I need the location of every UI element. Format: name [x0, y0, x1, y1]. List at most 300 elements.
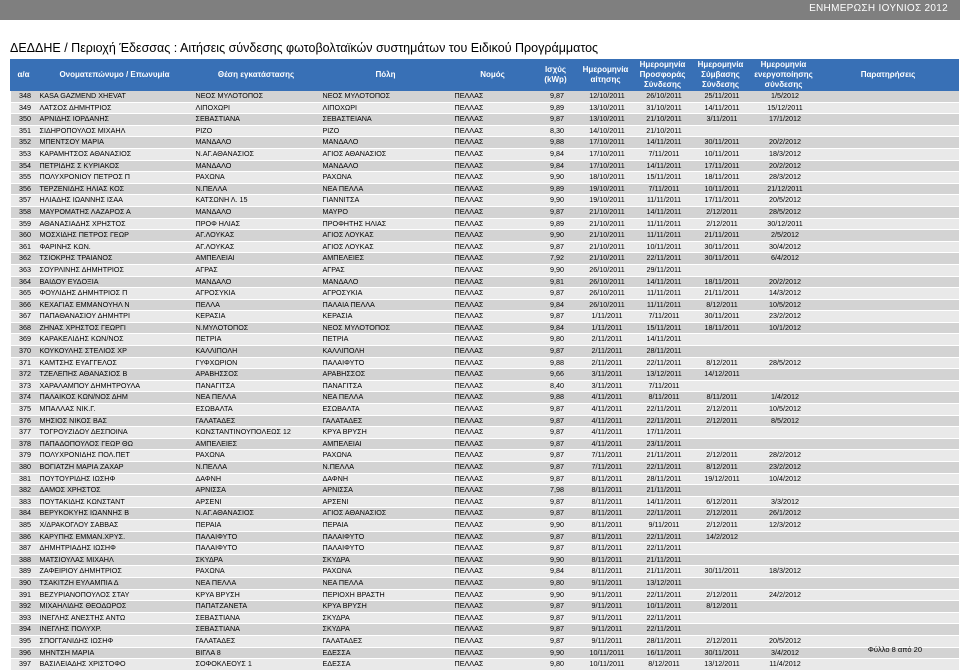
- cell-aa: 350: [11, 114, 37, 126]
- cell-contract-date: 6/12/2011: [692, 496, 750, 508]
- cell-application-date: 21/10/2011: [578, 206, 634, 218]
- cell-aa: 369: [11, 334, 37, 346]
- cell-application-date: 21/10/2011: [578, 218, 634, 230]
- cell-name: ΠΟΥΤΟΥΡΙΔΗΣ ΙΩΣΗΦ: [37, 473, 193, 485]
- cell-location: ΓΥΦΧΩΡΙΟΝ: [193, 357, 320, 369]
- cell-application-date: 8/11/2011: [578, 531, 634, 543]
- cell-location: Ν.ΜΥΛΟΤΟΠΟΣ: [193, 322, 320, 334]
- cell-activation-date: [750, 577, 818, 589]
- cell-contract-date: 30/11/2011: [692, 647, 750, 659]
- cell-application-date: 2/11/2011: [578, 334, 634, 346]
- table-row: [11, 473, 959, 485]
- cell-city: ΚΡΥΑ ΒΡΥΣΗ: [320, 427, 452, 439]
- cell-activation-date: 30/4/2012: [750, 241, 818, 253]
- cell-application-date: 9/11/2011: [578, 624, 634, 636]
- cell-power: 9,87: [534, 543, 578, 555]
- cell-name: ΚΑΡΑΜΗΤΣΟΣ ΑΘΑΝΑΣΙΟΣ: [37, 148, 193, 160]
- cell-aa: 372: [11, 369, 37, 381]
- cell-notes: [818, 531, 959, 543]
- cell-aa: 391: [11, 589, 37, 601]
- cell-name: ΖΑΦΕΙΡΙΟΥ ΔΗΜΗΤΡΙΟΣ: [37, 566, 193, 578]
- cell-contract-date: 8/12/2011: [692, 357, 750, 369]
- cell-contract-date: [692, 624, 750, 636]
- cell-application-date: 14/10/2011: [578, 125, 634, 137]
- cell-notes: [818, 496, 959, 508]
- cell-name: ΒΑΙΔΟΥ ΕΥΔΟΞΙΑ: [37, 276, 193, 288]
- cell-contract-date: 2/12/2011: [692, 218, 750, 230]
- cell-prefecture: ΠΕΛΛΑΣ: [452, 288, 534, 300]
- cell-power: 9,66: [534, 369, 578, 381]
- cell-notes: [818, 543, 959, 555]
- cell-offer-date: 7/11/2011: [634, 148, 692, 160]
- cell-application-date: 3/11/2011: [578, 380, 634, 392]
- cell-aa: 388: [11, 554, 37, 566]
- cell-location: ΑΓΡΑΣ: [193, 264, 320, 276]
- cell-name: ΒΟΓΙΑΤΖΗ ΜΑΡΙΑ ΖΑΧΑΡ: [37, 462, 193, 474]
- cell-name: ΤΣΑΚΙΤΖΗ ΕΥΛΑΜΠΙΑ Δ: [37, 577, 193, 589]
- cell-power: 9,87: [534, 91, 578, 103]
- cell-location: ΠΡΟΦ ΗΛΙΑΣ: [193, 218, 320, 230]
- cell-notes: [818, 357, 959, 369]
- cell-activation-date: 28/3/2012: [750, 172, 818, 184]
- cell-aa: 389: [11, 566, 37, 578]
- cell-location: ΝΕΟΣ ΜΥΛΟΤΟΠΟΣ: [193, 91, 320, 103]
- cell-name: ΙΝΕΓΛΗΣ ΠΟΛΥΧΡ.: [37, 624, 193, 636]
- cell-name: ΚΟΥΚΟΥΛΗΣ ΣΤΕΛΙΟΣ ΧΡ: [37, 346, 193, 358]
- table-row: [11, 195, 959, 207]
- cell-contract-date: 18/11/2011: [692, 322, 750, 334]
- cell-notes: [818, 346, 959, 358]
- cell-contract-date: 30/11/2011: [692, 253, 750, 265]
- table-row: [11, 415, 959, 427]
- cell-activation-date: 8/5/2012: [750, 415, 818, 427]
- cell-city: ΠΑΛΑΙΦΥΤΟ: [320, 357, 452, 369]
- cell-activation-date: 11/4/2012: [750, 659, 818, 671]
- cell-application-date: 1/11/2011: [578, 322, 634, 334]
- cell-location: ΚΑΛΛΙΠΟΛΗ: [193, 346, 320, 358]
- cell-name: ΣΟΥΡΛΙΝΗΣ ΔΗΜΗΤΡΙΟΣ: [37, 264, 193, 276]
- cell-contract-date: [692, 125, 750, 137]
- cell-name: ΠΑΠΑΘΑΝΑΣΙΟΥ ΔΗΜΗΤΡΙ: [37, 311, 193, 323]
- cell-application-date: 8/11/2011: [578, 508, 634, 520]
- cell-location: ΡΑΧΩΝΑ: [193, 450, 320, 462]
- cell-activation-date: 10/4/2012: [750, 473, 818, 485]
- cell-prefecture: ΠΕΛΛΑΣ: [452, 589, 534, 601]
- cell-notes: [818, 577, 959, 589]
- cell-location: ΛΙΠΟΧΩΡΙ: [193, 102, 320, 114]
- cell-power: 9,84: [534, 566, 578, 578]
- cell-name: ΠΕΤΡΙΔΗΣ Σ ΚΥΡΙΑΚΟΣ: [37, 160, 193, 172]
- cell-power: 9,90: [534, 519, 578, 531]
- cell-city: ΕΔΕΣΣΑ: [320, 647, 452, 659]
- cell-location: ΡΙΖΟ: [193, 125, 320, 137]
- cell-contract-date: 19/12/2011: [692, 473, 750, 485]
- cell-activation-date: [750, 346, 818, 358]
- cell-city: ΑΓΙΟΣ ΑΘΑΝΑΣΙΟΣ: [320, 508, 452, 520]
- cell-prefecture: ΠΕΛΛΑΣ: [452, 659, 534, 671]
- cell-name: ΠΟΛΥΧΡΟΝΙΟΥ ΠΕΤΡΟΣ Π: [37, 172, 193, 184]
- cell-activation-date: [750, 485, 818, 497]
- cell-application-date: 8/11/2011: [578, 496, 634, 508]
- cell-offer-date: 21/11/2011: [634, 554, 692, 566]
- cell-location: ΚΑΤΣΩΝΗ Λ. 15: [193, 195, 320, 207]
- cell-activation-date: 10/5/2012: [750, 299, 818, 311]
- cell-offer-date: 17/11/2011: [634, 427, 692, 439]
- cell-power: 9,87: [534, 531, 578, 543]
- cell-name: ΜΗΣΙΟΣ ΝΙΚΟΣ ΒΑΣ: [37, 415, 193, 427]
- cell-activation-date: 15/12/2011: [750, 102, 818, 114]
- cell-name: ΚΑΡΑΚΕΛΙΔΗΣ ΚΩΝ/ΝΟΣ: [37, 334, 193, 346]
- cell-city: ΚΕΡΑΣΙΑ: [320, 311, 452, 323]
- cell-aa: 390: [11, 577, 37, 589]
- table-row: [11, 427, 959, 439]
- cell-location: ΓΑΛΑΤΑΔΕΣ: [193, 415, 320, 427]
- cell-prefecture: ΠΕΛΛΑΣ: [452, 183, 534, 195]
- cell-aa: 377: [11, 427, 37, 439]
- cell-notes: [818, 612, 959, 624]
- cell-contract-date: 2/12/2011: [692, 635, 750, 647]
- cell-power: 9,88: [534, 392, 578, 404]
- cell-offer-date: 22/11/2011: [634, 404, 692, 416]
- cell-contract-date: [692, 380, 750, 392]
- cell-application-date: 26/10/2011: [578, 264, 634, 276]
- cell-offer-date: 23/11/2011: [634, 438, 692, 450]
- cell-location: ΑΜΠΕΛΕΙΕΣ: [193, 438, 320, 450]
- table-row: [11, 635, 959, 647]
- cell-application-date: 19/10/2011: [578, 195, 634, 207]
- cell-contract-date: 17/11/2011: [692, 195, 750, 207]
- cell-contract-date: 21/11/2011: [692, 288, 750, 300]
- cell-contract-date: 8/12/2011: [692, 299, 750, 311]
- cell-city: ΣΚΥΔΡΑ: [320, 612, 452, 624]
- cell-application-date: 26/10/2011: [578, 299, 634, 311]
- cell-aa: 349: [11, 102, 37, 114]
- cell-activation-date: 24/2/2012: [750, 589, 818, 601]
- cell-aa: 380: [11, 462, 37, 474]
- cell-location: ΑΓ.ΛΟΥΚΑΣ: [193, 230, 320, 242]
- cell-location: ΚΕΡΑΣΙΑ: [193, 311, 320, 323]
- cell-application-date: 4/11/2011: [578, 404, 634, 416]
- cell-location: ΑΡΣΕΝΙ: [193, 496, 320, 508]
- cell-offer-date: 26/10/2011: [634, 91, 692, 103]
- cell-notes: [818, 241, 959, 253]
- cell-activation-date: [750, 334, 818, 346]
- cell-offer-date: 22/11/2011: [634, 612, 692, 624]
- cell-name: ΤΖΕΛΕΠΗΣ ΑΘΑΝΑΣΙΟΣ Β: [37, 369, 193, 381]
- cell-location: ΜΑΝΔΑΛΟ: [193, 137, 320, 149]
- cell-city: ΡΙΖΟ: [320, 125, 452, 137]
- cell-aa: 393: [11, 612, 37, 624]
- cell-prefecture: ΠΕΛΛΑΣ: [452, 635, 534, 647]
- cell-activation-date: 3/3/2012: [750, 496, 818, 508]
- cell-aa: 378: [11, 438, 37, 450]
- cell-location: ΒΙΓΛΑ 8: [193, 647, 320, 659]
- cell-city: ΜΑΝΔΑΛΟ: [320, 160, 452, 172]
- cell-aa: 365: [11, 288, 37, 300]
- cell-aa: 348: [11, 91, 37, 103]
- cell-aa: 370: [11, 346, 37, 358]
- cell-notes: [818, 369, 959, 381]
- cell-location: Ν.ΠΕΛΛΑ: [193, 183, 320, 195]
- cell-prefecture: ΠΕΛΛΑΣ: [452, 647, 534, 659]
- cell-power: 9,80: [534, 334, 578, 346]
- cell-application-date: 8/11/2011: [578, 473, 634, 485]
- cell-location: ΕΣΩΒΑΛΤΑ: [193, 404, 320, 416]
- cell-aa: 358: [11, 206, 37, 218]
- cell-power: 9,90: [534, 647, 578, 659]
- cell-offer-date: 21/10/2011: [634, 125, 692, 137]
- cell-aa: 366: [11, 299, 37, 311]
- cell-activation-date: [750, 427, 818, 439]
- cell-application-date: 18/10/2011: [578, 172, 634, 184]
- cell-offer-date: 21/10/2011: [634, 114, 692, 126]
- cell-notes: [818, 299, 959, 311]
- cell-location: ΑΜΠΕΛΕΙΑΙ: [193, 253, 320, 265]
- table-row: [11, 334, 959, 346]
- cell-city: ΝΕΑ ΠΕΛΛΑ: [320, 577, 452, 589]
- cell-power: 9,90: [534, 195, 578, 207]
- cell-contract-date: 8/11/2011: [692, 392, 750, 404]
- cell-aa: 354: [11, 160, 37, 172]
- cell-offer-date: 22/11/2011: [634, 462, 692, 474]
- cell-city: ΝΕΟΣ ΜΥΛΟΤΟΠΟΣ: [320, 322, 452, 334]
- cell-activation-date: 1/4/2012: [750, 392, 818, 404]
- table-row: [11, 450, 959, 462]
- cell-notes: [818, 624, 959, 636]
- cell-city: ΜΑΝΔΑΛΟ: [320, 276, 452, 288]
- table-row: [11, 577, 959, 589]
- table-row: [11, 253, 959, 265]
- cell-application-date: 9/11/2011: [578, 635, 634, 647]
- cell-location: ΝΕΑ ΠΕΛΛΑ: [193, 577, 320, 589]
- cell-contract-date: 14/2/2012: [692, 531, 750, 543]
- cell-contract-date: 30/11/2011: [692, 311, 750, 323]
- cell-aa: 368: [11, 322, 37, 334]
- cell-city: ΔΑΦΝΗ: [320, 473, 452, 485]
- cell-aa: 385: [11, 519, 37, 531]
- cell-name: ΜΙΧΑΗΛΙΔΗΣ ΘΕΟΔΩΡΟΣ: [37, 601, 193, 613]
- cell-prefecture: ΠΕΛΛΑΣ: [452, 577, 534, 589]
- cell-name: ΠΟΛΥΧΡΟΝΙΔΗΣ ΠΟΛ.ΠΕΤ: [37, 450, 193, 462]
- table-row: [11, 496, 959, 508]
- table-row: [11, 125, 959, 137]
- cell-contract-date: [692, 427, 750, 439]
- cell-contract-date: [692, 438, 750, 450]
- cell-power: 9,87: [534, 311, 578, 323]
- cell-application-date: 8/11/2011: [578, 485, 634, 497]
- cell-aa: 355: [11, 172, 37, 184]
- cell-contract-date: 25/11/2011: [692, 91, 750, 103]
- cell-application-date: 19/10/2011: [578, 183, 634, 195]
- cell-activation-date: 26/1/2012: [750, 508, 818, 520]
- column-header-activation-date: Ημερομηνία ενεργοποίησης σύνδεσης: [750, 60, 818, 91]
- cell-city: ΠΑΛΑΙΦΥΤΟ: [320, 543, 452, 555]
- table-row: [11, 566, 959, 578]
- cell-notes: [818, 288, 959, 300]
- cell-application-date: 7/11/2011: [578, 450, 634, 462]
- cell-name: ΖΗΝΑΣ ΧΡΗΣΤΟΣ ΓΕΩΡΓΙ: [37, 322, 193, 334]
- cell-activation-date: 18/3/2012: [750, 566, 818, 578]
- cell-location: ΣΕΒΑΣΤΙΑΝΑ: [193, 624, 320, 636]
- cell-prefecture: ΠΕΛΛΑΣ: [452, 624, 534, 636]
- cell-city: ΑΜΠΕΛΕΙΕΣ: [320, 253, 452, 265]
- cell-offer-date: 22/11/2011: [634, 531, 692, 543]
- table-row: [11, 392, 959, 404]
- cell-aa: 371: [11, 357, 37, 369]
- cell-offer-date: 14/11/2011: [634, 496, 692, 508]
- cell-aa: 363: [11, 264, 37, 276]
- cell-name: ΦΑΡΙΝΗΣ ΚΩΝ.: [37, 241, 193, 253]
- cell-prefecture: ΠΕΛΛΑΣ: [452, 311, 534, 323]
- cell-city: ΑΓΡΑΣ: [320, 264, 452, 276]
- table-row: [11, 264, 959, 276]
- cell-prefecture: ΠΕΛΛΑΣ: [452, 485, 534, 497]
- cell-location: ΡΑΧΩΝΑ: [193, 172, 320, 184]
- cell-notes: [818, 148, 959, 160]
- cell-contract-date: 2/12/2011: [692, 206, 750, 218]
- cell-notes: [818, 264, 959, 276]
- column-header-notes: Παρατηρήσεις: [818, 60, 959, 91]
- table-row: [11, 589, 959, 601]
- cell-aa: 386: [11, 531, 37, 543]
- cell-contract-date: 2/12/2011: [692, 404, 750, 416]
- cell-city: ΠΡΟΦΗΤΗΣ ΗΛΙΑΣ: [320, 218, 452, 230]
- cell-city: ΚΡΥΑ ΒΡΥΣΗ: [320, 601, 452, 613]
- cell-notes: [818, 322, 959, 334]
- cell-activation-date: 18/3/2012: [750, 148, 818, 160]
- cell-power: 9,87: [534, 635, 578, 647]
- cell-prefecture: ΠΕΛΛΑΣ: [452, 241, 534, 253]
- cell-power: 9,87: [534, 624, 578, 636]
- cell-prefecture: ΠΕΛΛΑΣ: [452, 508, 534, 520]
- cell-application-date: 26/10/2011: [578, 276, 634, 288]
- cell-contract-date: 30/11/2011: [692, 566, 750, 578]
- cell-application-date: 8/11/2011: [578, 543, 634, 555]
- cell-location: ΠΕΡΑΙΑ: [193, 519, 320, 531]
- cell-location: ΑΡΑΒΗΣΣΟΣ: [193, 369, 320, 381]
- cell-city: ΜΑΥΡΟ: [320, 206, 452, 218]
- cell-city: ΛΙΠΟΧΩΡΙ: [320, 102, 452, 114]
- cell-location: ΠΑΝΑΓΙΤΣΑ: [193, 380, 320, 392]
- cell-city: ΡΑΧΩΝΑ: [320, 450, 452, 462]
- cell-application-date: 4/11/2011: [578, 415, 634, 427]
- cell-offer-date: 28/11/2011: [634, 346, 692, 358]
- cell-city: ΑΡΝΙΣΣΑ: [320, 485, 452, 497]
- cell-city: ΑΡΣΕΝΙ: [320, 496, 452, 508]
- cell-application-date: 8/11/2011: [578, 566, 634, 578]
- cell-application-date: 9/11/2011: [578, 612, 634, 624]
- applications-table: [10, 59, 959, 671]
- cell-aa: 360: [11, 230, 37, 242]
- table-row: [11, 241, 959, 253]
- cell-prefecture: ΠΕΛΛΑΣ: [452, 230, 534, 242]
- cell-activation-date: 14/3/2012: [750, 288, 818, 300]
- cell-application-date: 17/10/2011: [578, 148, 634, 160]
- cell-aa: 352: [11, 137, 37, 149]
- cell-contract-date: [692, 554, 750, 566]
- cell-location: ΠΑΛΑΙΦΥΤΟ: [193, 531, 320, 543]
- cell-name: ΔΗΜΗΤΡΙΑΔΗΣ ΙΩΣΗΦ: [37, 543, 193, 555]
- cell-aa: 357: [11, 195, 37, 207]
- cell-offer-date: 14/11/2011: [634, 206, 692, 218]
- cell-prefecture: ΠΕΛΛΑΣ: [452, 427, 534, 439]
- cell-offer-date: 7/11/2011: [634, 183, 692, 195]
- top-banner: [0, 0, 960, 20]
- cell-power: 9,87: [534, 496, 578, 508]
- cell-city: ΣΚΥΔΡΑ: [320, 554, 452, 566]
- column-header-contract-date: Ημερομηνία Σύμβασης Σύνδεσης: [692, 60, 750, 91]
- column-header-application-date: Ημερομηνία αίτησης: [578, 60, 634, 91]
- cell-name: ΧΑΡΑΛΑΜΠΟΥ ΔΗΜΗΤΡΟΥΛΑ: [37, 380, 193, 392]
- table-row: [11, 612, 959, 624]
- cell-activation-date: 28/2/2012: [750, 450, 818, 462]
- cell-aa: 397: [11, 659, 37, 671]
- cell-prefecture: ΠΕΛΛΑΣ: [452, 172, 534, 184]
- cell-prefecture: ΠΕΛΛΑΣ: [452, 357, 534, 369]
- cell-name: ΣΠΟΓΓΑΝΙΔΗΣ ΙΩΣΗΦ: [37, 635, 193, 647]
- cell-aa: 392: [11, 601, 37, 613]
- cell-location: ΠΕΛΛΑ: [193, 299, 320, 311]
- cell-location: ΠΕΤΡΙΑ: [193, 334, 320, 346]
- cell-aa: 382: [11, 485, 37, 497]
- cell-power: 9,84: [534, 148, 578, 160]
- cell-name: KASA GAZMEND XHEVAT: [37, 91, 193, 103]
- cell-activation-date: 2/5/2012: [750, 230, 818, 242]
- cell-activation-date: 28/5/2012: [750, 206, 818, 218]
- cell-power: 9,87: [534, 346, 578, 358]
- cell-contract-date: 2/12/2011: [692, 508, 750, 520]
- cell-offer-date: 15/11/2011: [634, 172, 692, 184]
- column-header-prefecture: Νομός: [452, 60, 534, 91]
- cell-application-date: 26/10/2011: [578, 288, 634, 300]
- cell-offer-date: 11/11/2011: [634, 299, 692, 311]
- cell-notes: [818, 183, 959, 195]
- cell-contract-date: 2/12/2011: [692, 415, 750, 427]
- cell-name: ΣΙΔΗΡΟΠΟΥΛΟΣ ΜΙΧΑΗΛ: [37, 125, 193, 137]
- cell-notes: [818, 589, 959, 601]
- cell-offer-date: 7/11/2011: [634, 311, 692, 323]
- cell-name: ΠΟΥΤΑΚΙΔΗΣ ΚΩΝΣΤΑΝΤ: [37, 496, 193, 508]
- column-header-power: Ισχύς (kWp): [534, 60, 578, 91]
- cell-notes: [818, 137, 959, 149]
- cell-contract-date: 2/12/2011: [692, 589, 750, 601]
- cell-city: ΓΑΛΑΤΑΔΕΣ: [320, 415, 452, 427]
- cell-power: 9,87: [534, 241, 578, 253]
- table-row: [11, 624, 959, 636]
- cell-location: ΣΚΥΔΡΑ: [193, 554, 320, 566]
- table-row: [11, 114, 959, 126]
- cell-city: ΜΑΝΔΑΛΟ: [320, 137, 452, 149]
- cell-notes: [818, 218, 959, 230]
- cell-contract-date: [692, 543, 750, 555]
- cell-power: 9,87: [534, 427, 578, 439]
- cell-power: 9,84: [534, 160, 578, 172]
- cell-aa: 353: [11, 148, 37, 160]
- cell-prefecture: ΠΕΛΛΑΣ: [452, 334, 534, 346]
- cell-name: ΒΕΡΥΚΟΚΥΗΣ ΙΩΑΝΝΗΣ Β: [37, 508, 193, 520]
- cell-activation-date: [750, 624, 818, 636]
- cell-activation-date: 20/5/2012: [750, 635, 818, 647]
- cell-notes: [818, 519, 959, 531]
- cell-notes: [818, 659, 959, 671]
- table-row: [11, 531, 959, 543]
- cell-notes: [818, 427, 959, 439]
- cell-name: ΦΟΥΛΙΔΗΣ ΔΗΜΗΤΡΙΟΣ Π: [37, 288, 193, 300]
- cell-offer-date: 22/11/2011: [634, 357, 692, 369]
- cell-application-date: 4/11/2011: [578, 392, 634, 404]
- cell-city: ΣΚΥΔΡΑ: [320, 624, 452, 636]
- cell-city: ΕΣΩΒΑΛΤΑ: [320, 404, 452, 416]
